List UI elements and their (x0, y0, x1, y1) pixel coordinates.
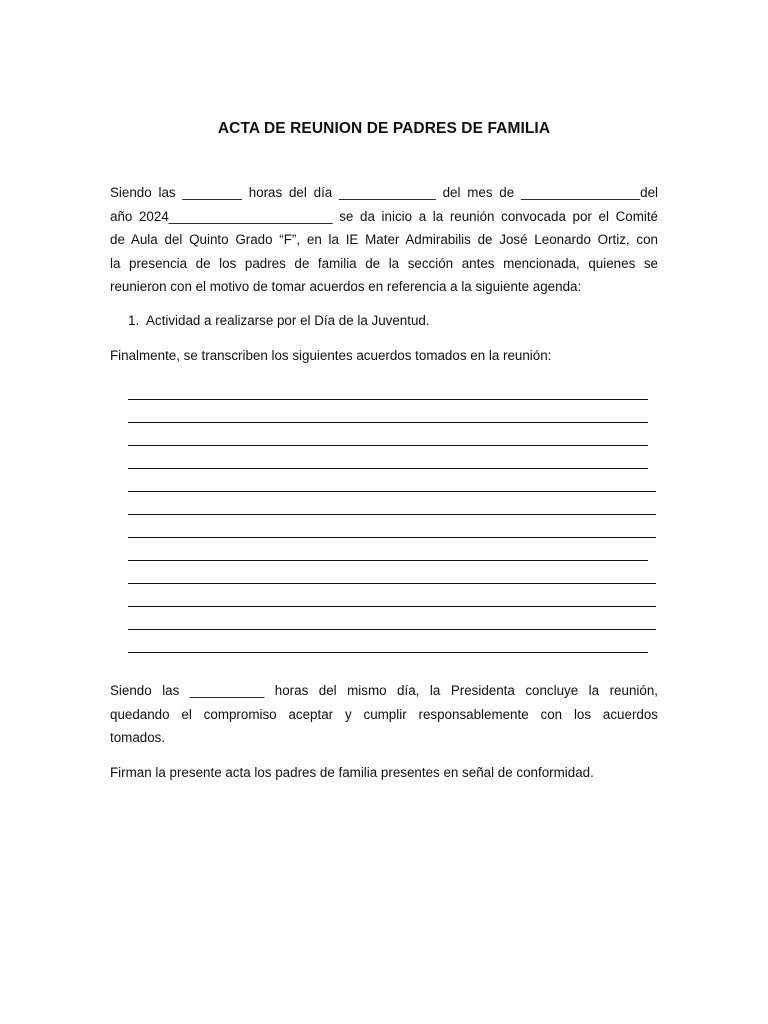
agenda-item-text: Actividad a realizarse por el Día de la Juventud. (146, 313, 430, 328)
intro-line: Siendo las ________ horas del día _____________ del mes de ________________del (110, 185, 658, 200)
document-title: ACTA DE REUNION DE PADRES DE FAMILIA (217, 120, 551, 137)
agreements-intro-text: Finalmente, se transcriben los siguientes acuerdos tomados en la reunión: (110, 348, 552, 363)
underline-rule (128, 399, 648, 400)
signature-statement (110, 761, 658, 785)
underline-rule (128, 514, 656, 515)
intro-line: la presencia de los padres de familia de la sección antes mencionada, quienes se (110, 255, 658, 271)
closing-line: quedando el compromiso aceptar y cumplir responsablemente con los acuerdos (110, 706, 658, 722)
closing-line: tomados. (110, 730, 166, 745)
agenda-item (128, 309, 430, 333)
underline-rule (128, 629, 656, 630)
underline-rule (128, 583, 656, 584)
intro-line: de Aula del Quinto Grado “F”, en la IE Mater Admirabilis de José Leonardo Ortiz, con (110, 232, 658, 247)
intro-line: reunieron con el motivo de tomar acuerdos en referencia a la siguiente agenda: (110, 279, 582, 294)
intro-line: año 2024______________________ se da inicio a la reunión convocada por el Comité (110, 208, 658, 224)
underline-rule (128, 491, 656, 492)
underline-rule (128, 652, 648, 653)
agreements-intro (110, 344, 658, 368)
agenda-item-number: 1. (128, 313, 140, 328)
closing-line: Siendo las __________ horas del mismo día, la Presidenta concluye la reunión, (110, 683, 658, 698)
underline-rule (128, 537, 656, 538)
closing-paragraph (110, 679, 658, 750)
agenda-list (128, 309, 430, 333)
underline-rule (128, 606, 656, 607)
signature-statement-text: Firman la presente acta los padres de familia presentes en señal de conformidad. (110, 765, 594, 780)
intro-paragraph (110, 181, 658, 299)
underline-rule (128, 445, 648, 446)
underline-rule (128, 560, 648, 561)
underline-rule (128, 422, 648, 423)
underline-rule (128, 468, 648, 469)
